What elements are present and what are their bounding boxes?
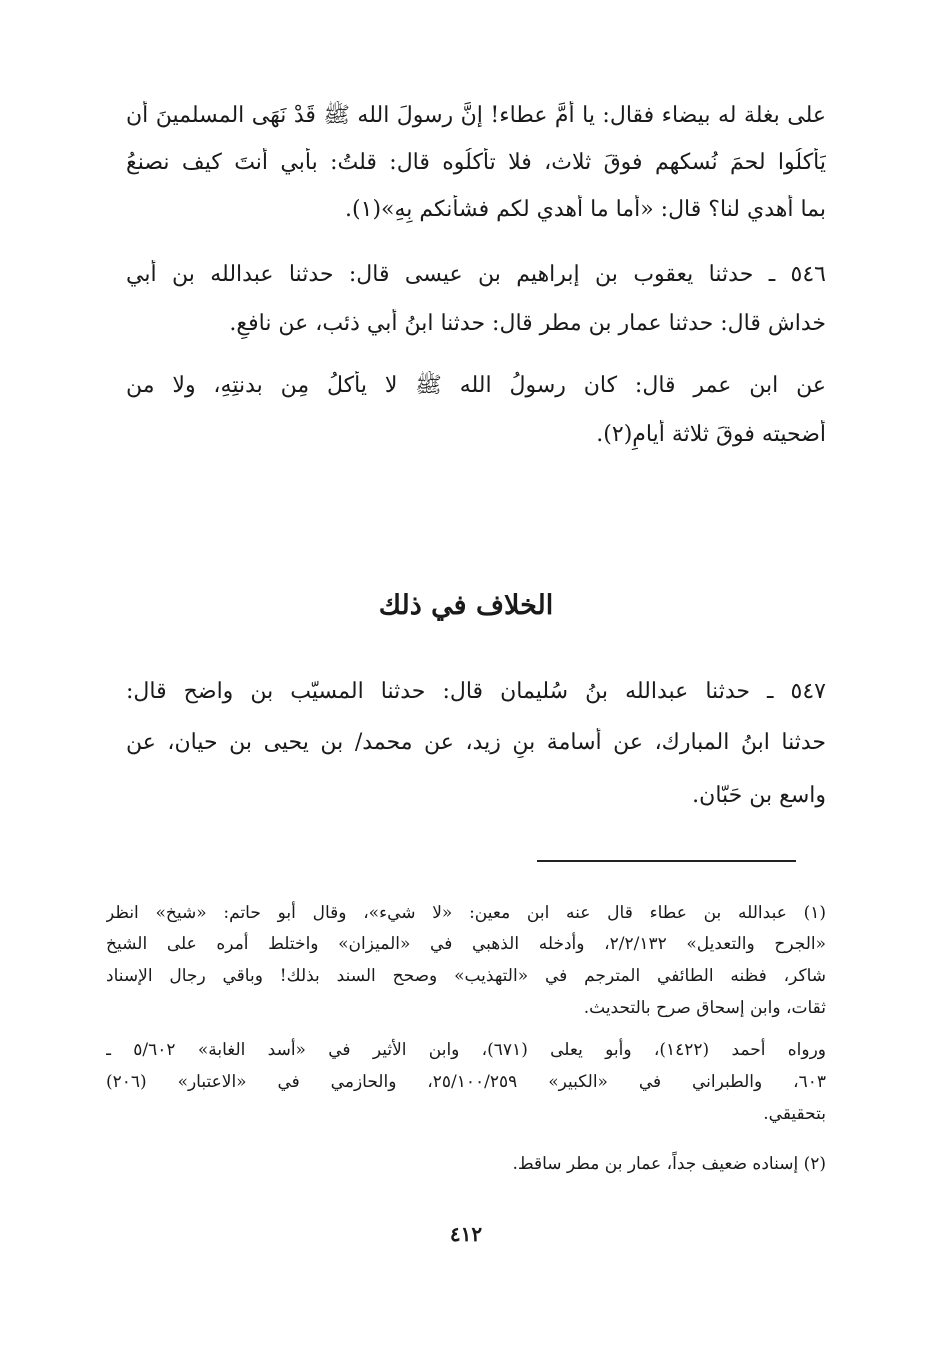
footnote-line: (١) عبدالله بن عطاء قال عنه ابن معين: «لا شيء»، وقال أبو حاتم: «شيخ» انظر	[106, 903, 826, 923]
page-number: ٤١٢	[449, 1222, 483, 1246]
body-line: على بغلة له بيضاء فقال: يا أمَّ عطاء! إنَّ رسولَ الله ﷺ قَدْ نَهَى المسلمينَ أن	[126, 103, 826, 128]
body-line: أُضحيته فوقَ ثلاثة أيامٍ(٢).	[596, 422, 826, 447]
footnote-separator	[537, 860, 796, 862]
footnote-line: ثقات، وابن إسحاق صرح بالتحديث.	[583, 998, 826, 1018]
hadith-547-line: ٥٤٧ ـ حدثنا عبدالله بنُ سُليمان قال: حدثنا المسيّب بن واضح قال:	[126, 679, 826, 704]
body-line: عن ابن عمر قال: كان رسولُ الله ﷺ لا يأكلُ مِن بدنتِهِ، ولا من	[126, 373, 826, 398]
footnote-line: (٢) إسناده ضعيف جداً، عمار بن مطر ساقط.	[512, 1154, 826, 1174]
body-line: بما أُهدي لنا؟ قال: «أما ما أُهدي لكم فشأنكم بِهِ»(١).	[345, 197, 826, 222]
hadith-546-line: خداش قال: حدثنا عمار بن مطر قال: حدثنا ابنُ أبي ذئب، عن نافعٍ.	[229, 311, 826, 336]
footnote-line: ورواه أحمد (١٤٢٢)، وأبو يعلى (٦٧١)، وابن الأثير في «أسد الغابة» ٥/٦٠٢ ـ	[106, 1040, 826, 1060]
section-heading: الخلاف في ذلك	[378, 590, 554, 621]
footnote-line: شاكر، فظنه الطائفي المترجم في «التهذيب» وصحح السند بذلك! وباقي رجال الإسناد	[106, 966, 826, 986]
footnote-line: «الجرح والتعديل» ٢/٢/١٣٢، وأدخله الذهبي في «الميزان» واختلط أمره على الشيخ	[106, 934, 826, 954]
hadith-547-line: حدثنا ابنُ المبارك، عن أسامة بنِ زيد، عن محمد/ بن يحيى بن حيان، عن	[126, 730, 826, 755]
hadith-546-line: ٥٤٦ ـ حدثنا يعقوب بن إبراهيم بن عيسى قال: حدثنا عبدالله بن أبي	[126, 262, 826, 287]
footnote-line: بتحقيقي.	[763, 1104, 826, 1124]
body-line: يَأْكلُوا لحمَ نُسكهم فوقَ ثلاث، فلا تأكلُوه قال: قلتُ: بأبي أنتَ كيف نصنعُ	[126, 150, 826, 175]
footnote-line: ٦٠٣، والطبراني في «الكبير» ٢٥/١٠٠/٢٥٩، والحازمي في «الاعتبار» (٢٠٦)	[106, 1072, 826, 1092]
hadith-547-line: واسع بن حَبّان.	[692, 783, 826, 808]
